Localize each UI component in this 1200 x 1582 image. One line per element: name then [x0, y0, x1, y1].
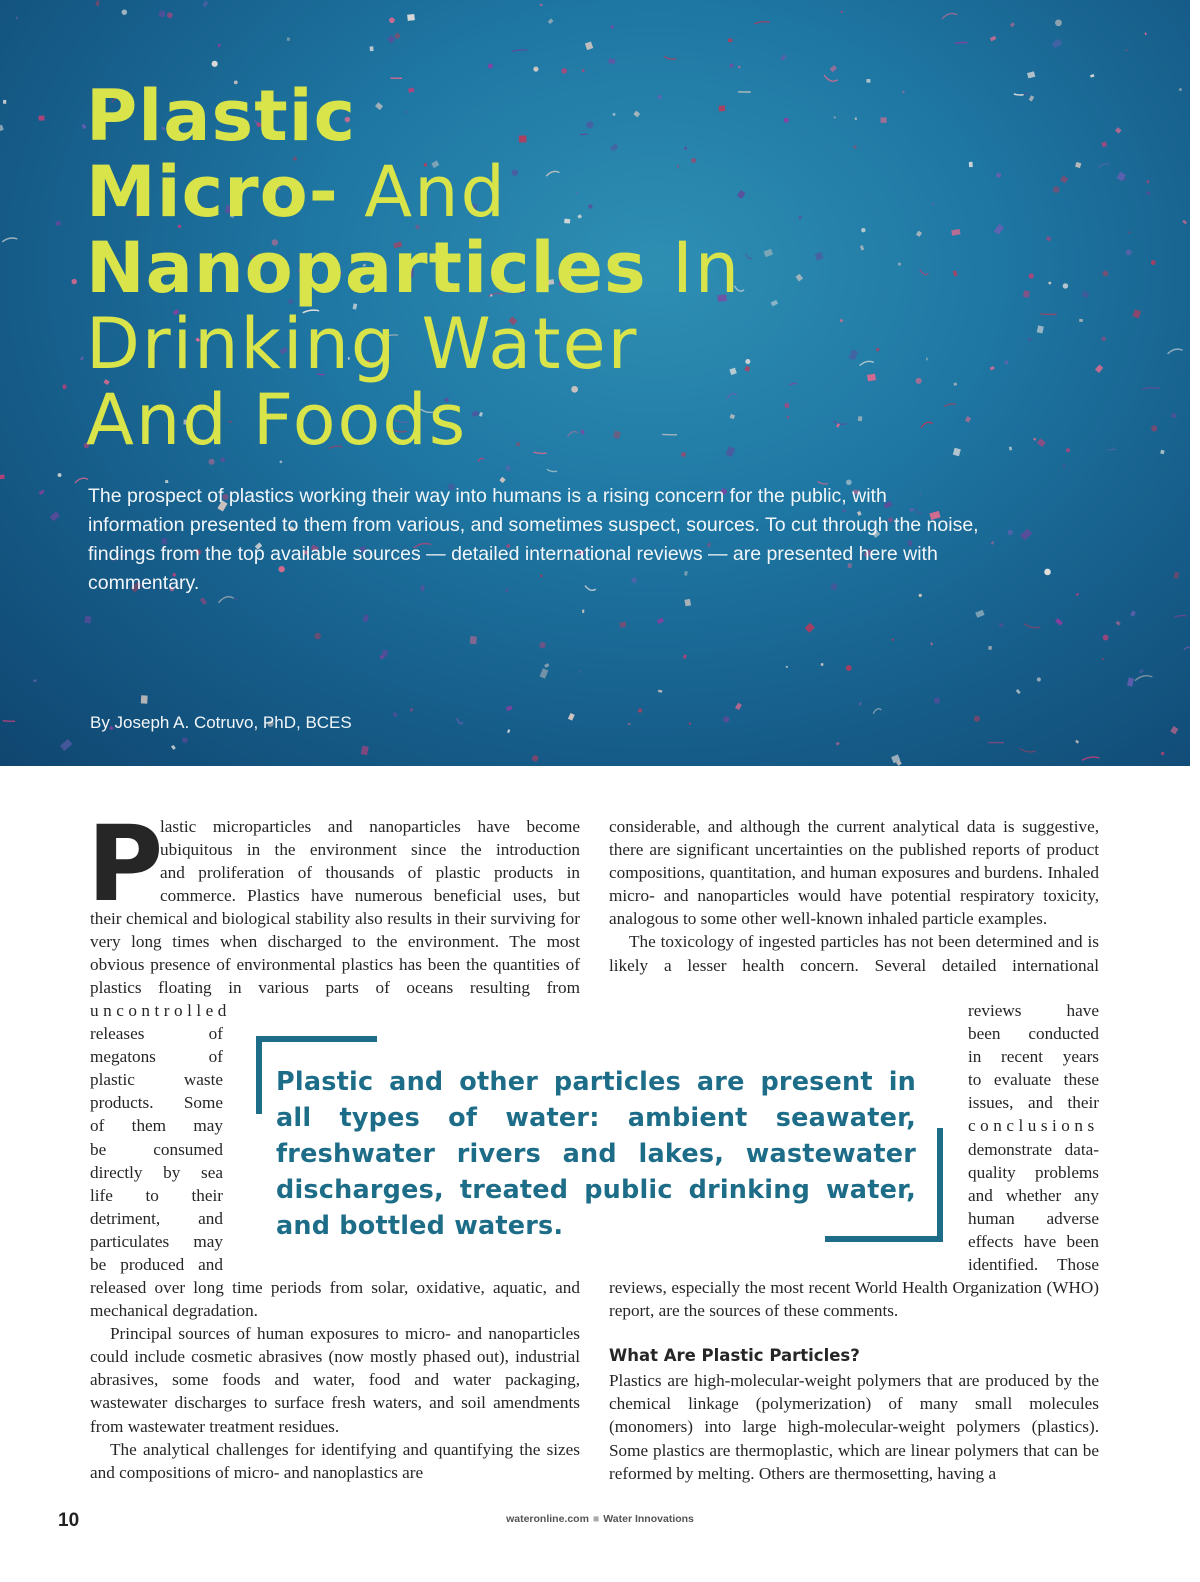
particle — [1135, 676, 1152, 681]
particle — [470, 636, 477, 644]
particle — [1048, 282, 1051, 285]
particle — [3, 721, 15, 722]
particle — [478, 458, 484, 461]
particle — [876, 348, 879, 351]
particle — [547, 469, 557, 471]
particle — [539, 642, 545, 648]
particle — [861, 228, 865, 232]
particle — [1173, 572, 1179, 579]
particle — [1126, 249, 1132, 255]
text-line: commerce. Plastics have numerous beneficial uses, but — [160, 886, 580, 906]
particle — [969, 162, 973, 167]
particle — [787, 416, 790, 419]
pull-quote: Plastic and other particles are present in all types of water: ambient seawater, freshwater rivers and lakes, wastewater discharges, treated public drinking water, and bottled waters. — [276, 1067, 916, 1241]
particle — [784, 118, 789, 122]
text-line: life to their — [90, 1185, 223, 1205]
drop-cap: P — [87, 803, 164, 925]
particle — [988, 646, 992, 650]
particle — [1182, 220, 1187, 225]
paragraph-1-wrap — [90, 999, 231, 1276]
particle — [1101, 337, 1105, 341]
particle — [771, 300, 778, 307]
particle — [1098, 164, 1109, 168]
particle — [1102, 658, 1104, 660]
particle — [860, 361, 874, 365]
particle — [764, 249, 773, 257]
particle — [389, 17, 395, 23]
particle — [1160, 450, 1164, 454]
particle — [0, 125, 4, 133]
particle — [1079, 319, 1083, 322]
particle — [1029, 273, 1034, 278]
particle — [1010, 22, 1015, 27]
particle — [1029, 95, 1035, 101]
right-column-bottom — [609, 1276, 1099, 1485]
particle — [1168, 349, 1183, 354]
text-line: products. Some — [90, 1093, 223, 1113]
particle — [1174, 616, 1186, 617]
particle — [833, 421, 847, 425]
particle — [1090, 74, 1094, 78]
particle — [1082, 757, 1099, 760]
particle — [796, 274, 804, 282]
section-heading: What Are Plastic Particles? — [609, 1346, 860, 1366]
paragraph-1-lead — [160, 815, 580, 907]
particle — [395, 33, 401, 39]
particle — [540, 4, 543, 6]
particle — [370, 46, 374, 51]
particle — [579, 670, 581, 673]
particle — [990, 36, 996, 42]
particle — [953, 270, 958, 276]
particle — [1028, 338, 1031, 341]
text-line: quality problems — [968, 1162, 1099, 1182]
particle — [1044, 569, 1051, 576]
text-line: lastic microparticles and nanoparticles have become — [160, 817, 580, 836]
particle — [1037, 677, 1041, 681]
particle — [1161, 752, 1164, 755]
particle — [582, 610, 584, 613]
particle — [506, 465, 511, 471]
paragraph-3: The analytical challenges for identifying and quantifying the sizes and compositions of micro- and nanoplastics are — [90, 1439, 580, 1482]
particle — [798, 215, 803, 220]
particle — [361, 746, 369, 756]
particle — [1142, 388, 1160, 389]
particle — [235, 598, 237, 600]
particle — [533, 66, 538, 71]
particle — [689, 722, 691, 724]
text-line: and whether any — [968, 1185, 1099, 1205]
text-line: effects have been — [968, 1231, 1099, 1251]
particle — [836, 742, 840, 746]
text-line: and proliferation of thousands of plastic products in — [160, 863, 580, 883]
particle — [287, 37, 290, 40]
particle — [738, 66, 741, 69]
particle — [866, 79, 870, 83]
particle — [1009, 446, 1012, 450]
particle — [658, 690, 662, 693]
particle — [951, 229, 960, 236]
particle — [60, 739, 72, 751]
particle — [815, 252, 824, 261]
particle — [934, 698, 940, 704]
particle — [392, 712, 397, 717]
particle — [1101, 141, 1107, 147]
pullquote-bracket-left — [256, 1036, 262, 1114]
particle — [1053, 186, 1060, 193]
particle — [830, 65, 837, 72]
particle — [72, 279, 77, 284]
particle — [916, 378, 922, 384]
particle — [975, 610, 984, 618]
particle — [95, 0, 99, 6]
particle — [853, 145, 856, 148]
particle — [789, 383, 797, 385]
particle — [507, 729, 510, 733]
particle — [930, 642, 932, 645]
particle — [1052, 38, 1063, 48]
text-line: be consumed — [90, 1139, 223, 1159]
particle — [684, 599, 691, 606]
particle — [50, 511, 60, 521]
particle — [182, 737, 188, 743]
particle — [561, 68, 567, 74]
particle — [202, 0, 208, 7]
particle — [1037, 325, 1044, 333]
particle — [1103, 635, 1109, 641]
particle — [873, 709, 881, 714]
pullquote-bracket-right — [937, 1128, 943, 1242]
particle — [544, 663, 549, 668]
particle — [728, 38, 733, 42]
particle — [994, 224, 1004, 235]
title-line: Drinking Water — [86, 303, 639, 385]
particle — [410, 708, 413, 711]
footer — [0, 1513, 1200, 1525]
particle — [996, 173, 1001, 178]
text-line: megatons of — [90, 1047, 223, 1067]
text-line: in recent years — [968, 1047, 1099, 1067]
right-column-top — [609, 815, 1099, 977]
particle — [75, 478, 88, 483]
particle — [167, 12, 173, 18]
particle — [953, 382, 957, 385]
particle — [846, 665, 852, 671]
particle — [867, 374, 876, 382]
particle — [786, 666, 788, 668]
text-line: directly by sea — [90, 1162, 223, 1182]
paragraph-1-end: released over long time periods from solar, oxidative, aquatic, and mechanical degradation. Principal sources of human exposures to micro- and nanoparticles could include cosmetic abrasives (now mostly phased out), industrial abrasives, some foods and water, food and water packaging, wastewater discharges to surface fresh waters, and soil amendments from wastewater treatment residues. The analytical challenges for identifying and quantifying the sizes and compositions of micro- and nanoplastics are — [90, 1276, 580, 1484]
particle — [122, 9, 127, 14]
footer-site: wateronline.com — [506, 1513, 589, 1525]
particle — [898, 262, 901, 265]
particle — [3, 100, 6, 104]
text-line: human adverse — [968, 1208, 1099, 1228]
text-line: demonstrate data- — [968, 1139, 1099, 1159]
text-line: plastic waste — [90, 1070, 223, 1090]
text-line: conclusions — [968, 1116, 1099, 1136]
particle — [974, 716, 980, 722]
particle — [58, 473, 62, 477]
particle — [548, 18, 554, 24]
particle — [1151, 260, 1156, 265]
particle — [1127, 677, 1134, 686]
title-line: Micro- And — [86, 151, 507, 233]
particle — [1145, 32, 1147, 35]
paragraph-1-body: their chemical and biological stability also results in their surviving for very long times when discharged to the environment. The most obvious presence of environmental plastics has been the quantities of plastics floating in various parts of oceans resulting from — [90, 909, 580, 998]
page-number: 10 — [58, 1510, 80, 1531]
text-line: ubiquitous in the environment since the introduction — [160, 840, 580, 860]
particle — [942, 13, 957, 18]
particle — [683, 654, 687, 659]
particle — [363, 614, 369, 622]
particle — [880, 117, 886, 122]
particle — [1063, 464, 1066, 467]
particle — [781, 54, 786, 59]
particle — [955, 42, 968, 43]
text-line: been conducted — [968, 1024, 1099, 1044]
particle — [39, 116, 45, 121]
particle — [824, 75, 838, 81]
particle — [944, 404, 956, 407]
particle — [159, 10, 166, 17]
particle — [990, 366, 995, 370]
particle — [1146, 191, 1151, 196]
particle — [1184, 647, 1190, 650]
particle — [926, 358, 928, 361]
particle — [657, 618, 664, 624]
particle — [1008, 530, 1013, 535]
particle — [1055, 618, 1063, 626]
particle — [1060, 175, 1068, 183]
paragraph-5: Plastics are high-molecular-weight polymers that are produced by the chemical linkage (polymerization) of many small molecules (monomers) into large high-molecular-weight polymers (plastics). Some plastics are thermoplastic, which are linear polymers that can be reformed by melting. Others are thermosetting, having a — [609, 1371, 1099, 1483]
particle — [920, 269, 929, 274]
particle — [620, 622, 627, 628]
text-line: of them may — [90, 1116, 223, 1136]
particle — [784, 403, 789, 409]
particle — [171, 745, 176, 750]
particle — [218, 44, 221, 47]
particle — [84, 616, 91, 624]
particle — [1040, 314, 1056, 315]
particle — [55, 221, 60, 226]
particle — [1171, 413, 1176, 418]
particle — [1066, 448, 1070, 452]
particle — [1129, 232, 1131, 234]
particle — [0, 475, 5, 480]
particle — [1139, 669, 1144, 674]
particle — [1016, 689, 1021, 694]
text-line: releases of — [90, 1024, 223, 1044]
particle — [860, 245, 864, 250]
paragraph-4-wrap — [968, 999, 1099, 1276]
particle — [848, 349, 858, 360]
particle — [382, 649, 389, 657]
particle — [953, 448, 961, 457]
particle — [858, 702, 862, 706]
particle — [821, 663, 824, 666]
particle — [931, 202, 934, 205]
particle — [141, 695, 148, 703]
particle — [506, 705, 513, 711]
byline: By Joseph A. Cotruvo, PhD, BCES — [90, 713, 352, 732]
text-line: be produced and — [90, 1255, 223, 1275]
particle — [1023, 290, 1030, 298]
paragraph-3-continued: considerable, and although the current analytical data is suggestive, there are significant uncertainties on the published reports of product compositions, quantitation, and human exposures and burdens. Inhaled micro- and nanoparticles would have potential respiratory toxicity, analogous to some other well-known inhaled particle examples. — [609, 817, 1099, 929]
particle — [833, 116, 836, 119]
particle — [902, 91, 905, 94]
particle — [754, 22, 770, 24]
paragraph-2: Principal sources of human exposures to micro- and nanoparticles could include cosmetic abrasives (now mostly phased out), industrial abrasives, some foods and water, food and water packaging, wastewater discharges to surface fresh waters, and soil amendments from wastewater treatment residues. — [90, 1324, 580, 1436]
paragraph-4-end: reviews, especially the most recent World Health Organization (WHO) report, are the sources of these comments. — [609, 1278, 1099, 1321]
particle — [1179, 88, 1183, 91]
particle — [608, 58, 615, 64]
particle — [200, 597, 207, 605]
particle — [744, 366, 750, 372]
text-line: detriment, and — [90, 1208, 223, 1228]
particle — [1046, 236, 1052, 241]
particle — [1132, 309, 1141, 318]
particle — [1033, 438, 1036, 441]
particle — [1024, 624, 1040, 628]
particle — [855, 117, 857, 120]
particle — [999, 623, 1003, 626]
particle — [539, 668, 548, 679]
particle — [1020, 529, 1032, 541]
particle — [1151, 425, 1157, 431]
title-line: And Foods — [86, 379, 468, 461]
particle — [735, 703, 742, 710]
particle — [407, 14, 415, 21]
particle — [1103, 271, 1109, 277]
title-line: Plastic — [86, 75, 357, 157]
particle — [33, 679, 36, 682]
particle — [387, 35, 395, 43]
particle — [2, 238, 17, 242]
particle — [62, 384, 67, 389]
particle — [892, 639, 894, 641]
particle — [1014, 94, 1024, 95]
particle — [1115, 127, 1122, 134]
particle — [585, 41, 593, 50]
particle — [1146, 180, 1149, 183]
particle — [1004, 360, 1008, 364]
particle — [212, 61, 218, 67]
particle — [611, 25, 614, 28]
particle — [582, 69, 585, 72]
hero-banner — [0, 0, 1190, 766]
particle — [858, 416, 863, 421]
particle — [723, 716, 729, 722]
particle — [1055, 19, 1062, 26]
particle — [568, 713, 575, 721]
footer-publication: Water Innovations — [603, 1513, 694, 1525]
particle — [16, 17, 19, 20]
paragraph-4: The toxicology of ingested particles has not been determined and is likely a lesser health concern. Several detailed international — [609, 932, 1099, 975]
particle — [1075, 740, 1079, 744]
particle — [1081, 291, 1089, 299]
particle — [627, 722, 630, 725]
pullquote-bracket-top — [256, 1036, 377, 1042]
particle — [1063, 283, 1068, 288]
particle — [488, 63, 493, 68]
particle — [1075, 162, 1081, 168]
particle — [840, 10, 843, 13]
particle — [916, 231, 922, 237]
particle — [1095, 364, 1103, 372]
footer-separator: ■ — [592, 1513, 600, 1525]
article-title — [86, 75, 742, 461]
particle — [532, 755, 538, 761]
text-line: reviews have — [968, 1001, 1099, 1020]
particle — [457, 718, 463, 724]
particle — [921, 422, 933, 428]
particle — [638, 708, 642, 712]
text-line: issues, and their — [968, 1093, 1099, 1113]
text-line: uncontrolled — [90, 1001, 231, 1020]
particle — [1125, 49, 1127, 51]
particle — [991, 541, 994, 545]
particle — [1020, 748, 1036, 752]
particle — [965, 416, 971, 423]
particle — [39, 489, 45, 495]
particle — [1116, 621, 1121, 626]
particle — [805, 623, 815, 633]
particle — [746, 253, 753, 258]
particle — [80, 357, 83, 361]
particle — [840, 319, 843, 322]
text-line: to evaluate these — [968, 1070, 1099, 1090]
particle — [1130, 611, 1136, 617]
article-subtitle: The prospect of plastics working their way into humans is a rising concern for the public, with information presented to them from various, and sometimes suspect, sources. To cut through the noise, findings from the top available sources — detailed international reviews — are presented here with commentary. — [88, 485, 979, 594]
particle — [1170, 726, 1178, 734]
particle — [730, 64, 734, 68]
particle — [1076, 593, 1080, 596]
particle — [314, 633, 321, 640]
title-line: Nanoparticles In — [86, 227, 742, 309]
particle — [745, 359, 750, 364]
particle — [1107, 449, 1115, 450]
particle — [1027, 71, 1035, 78]
text-line: identified. Those — [968, 1255, 1099, 1275]
particle — [664, 56, 676, 59]
particle — [1037, 438, 1046, 447]
text-line: particulates may — [90, 1231, 223, 1251]
particle — [512, 50, 528, 52]
